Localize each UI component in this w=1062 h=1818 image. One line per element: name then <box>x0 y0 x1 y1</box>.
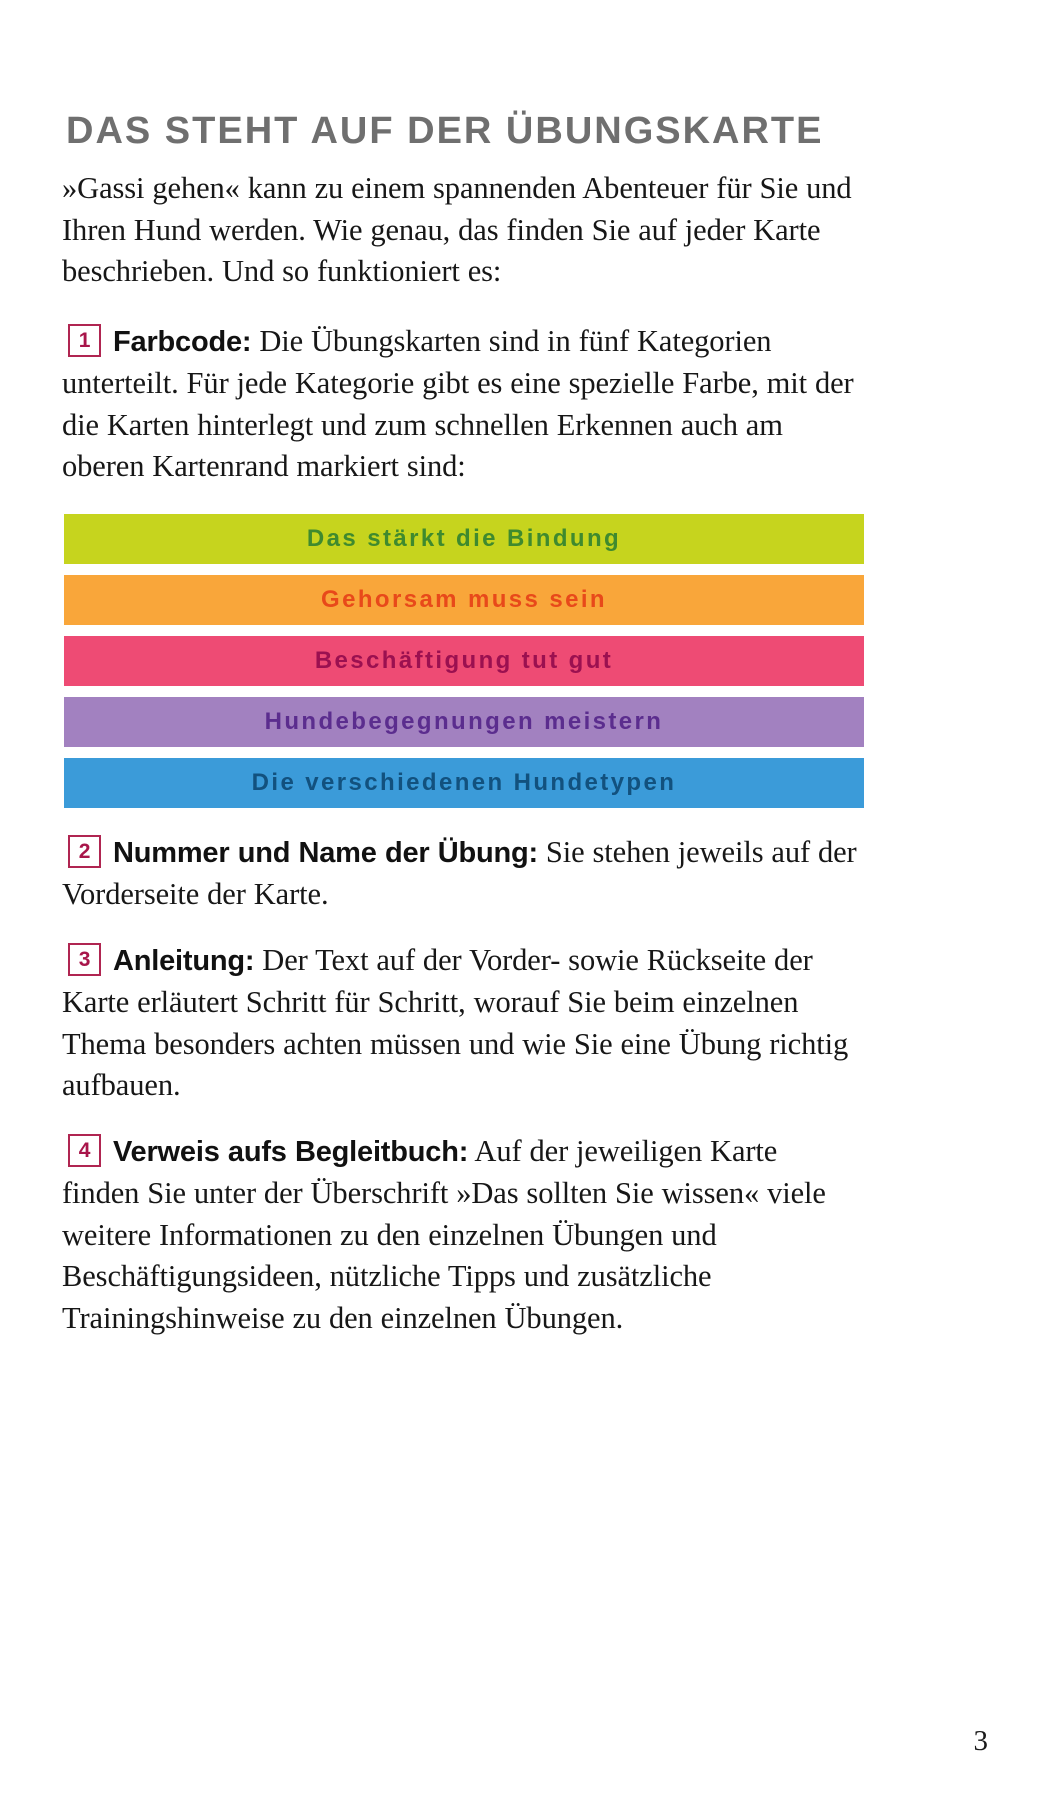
category-bar-hundetypen <box>64 758 864 808</box>
item-label-3: Anleitung: <box>113 944 255 977</box>
category-bar-bindung <box>64 514 864 564</box>
list-item-2 <box>62 832 862 916</box>
item-number-badge-4: 4 <box>68 1134 101 1167</box>
category-bar-beschaeftigung <box>64 636 864 686</box>
category-bar-label: Hundebegegnungen meistern <box>264 707 664 735</box>
list-item-1 <box>62 321 862 488</box>
item-number-badge-3: 3 <box>68 943 101 976</box>
item-text-2: Sie stehen jeweils auf der Vorderseite der Karte. <box>62 834 857 911</box>
item-3-paragraph <box>62 940 862 1107</box>
item-number-badge-2: 2 <box>68 835 101 868</box>
category-bar-label: Die verschiedenen Hundetypen <box>251 768 677 796</box>
item-text-4: Auf der jeweiligen Karte finden Sie unter der Überschrift »Das sollten Sie wissen« viele weitere Informationen zu den einzelnen Übungen und Beschäftigungsideen, nützliche Tipps und zusätzliche Trainingshinweise zu den einzelnen Übungen. <box>62 1133 826 1335</box>
item-2-paragraph <box>62 832 862 916</box>
page-number: 3 <box>973 1725 988 1757</box>
category-color-bars <box>64 514 864 808</box>
page-title: DAS STEHT AUF DER ÜBUNGSKARTE <box>66 110 824 153</box>
item-4-paragraph <box>62 1131 862 1340</box>
list-item-4 <box>62 1131 862 1340</box>
category-bar-label: Beschäftigung tut gut <box>314 646 614 674</box>
category-bar-label: Das stärkt die Bindung <box>306 524 622 552</box>
intro-paragraph: »Gassi gehen« kann zu einem spannenden Abenteuer für Sie und Ihren Hund werden. Wie genau, das finden Sie auf jeder Karte beschrieben. Und so funktioniert es: <box>62 171 852 288</box>
item-1-paragraph <box>62 321 862 488</box>
list-item-3 <box>62 940 862 1107</box>
item-text-3: Der Text auf der Vorder- sowie Rückseite der Karte erläutert Schritt für Schritt, worauf Sie beim einzelnen Thema besonders achten müssen und wie Sie eine Übung richtig aufbauen. <box>62 942 849 1102</box>
item-text-1: Die Übungskarten sind in fünf Kategorien unterteilt. Für jede Kategorie gibt es eine spezielle Farbe, mit der die Karten hinterlegt und zum schnellen Erkennen auch am oberen Kartenrand markiert sind: <box>62 323 854 483</box>
item-label-2: Nummer und Name der Übung: <box>113 836 538 869</box>
item-number-badge-1: 1 <box>68 324 101 357</box>
category-bar-gehorsam <box>64 575 864 625</box>
page-content <box>62 168 862 1339</box>
category-bar-hundebegegnungen <box>64 697 864 747</box>
item-label-1: Farbcode: <box>113 325 252 358</box>
item-label-4: Verweis aufs Begleitbuch: <box>113 1135 469 1168</box>
category-bar-label: Gehorsam muss sein <box>321 585 607 613</box>
